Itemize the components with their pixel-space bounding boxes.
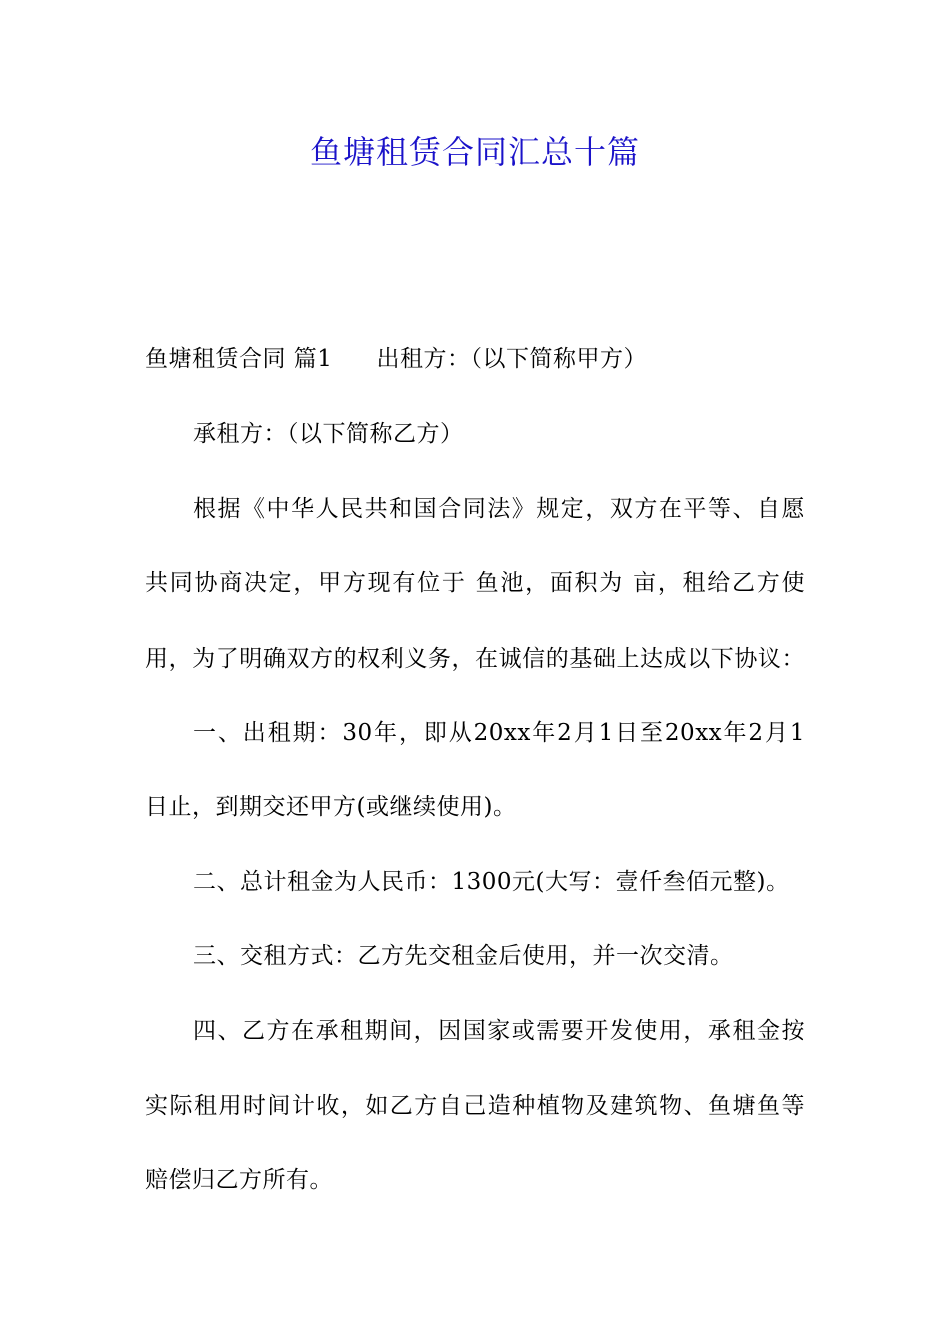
heading-line bbox=[145, 343, 815, 375]
paragraph-line: 用，为了明确双方的权利义务，在诚信的基础上达成以下协议： bbox=[145, 646, 805, 672]
clause-1-line: 日止，到期交还甲方(或继续使用)。 bbox=[145, 794, 517, 820]
lessee-line: 承租方：（以下简称乙方） bbox=[193, 421, 464, 447]
contract-heading: 鱼塘租赁合同 篇1 bbox=[145, 346, 333, 372]
clause-4-line: 赔偿归乙方所有。 bbox=[145, 1167, 333, 1193]
lessor-label: 出租方：（以下简称甲方） bbox=[376, 346, 647, 372]
clause-1-line: 一、出租期：30年，即从20xx年2月1日至20xx年2月1 bbox=[193, 720, 805, 746]
paragraph-line: 共同协商决定，甲方现有位于 鱼池，面积为 亩，租给乙方使 bbox=[145, 570, 805, 596]
document-title: 鱼塘租赁合同汇总十篇 bbox=[309, 133, 640, 171]
paragraph-line: 根据《中华人民共和国合同法》规定，双方在平等、自愿 bbox=[193, 496, 805, 522]
clause-2-line: 二、总计租金为人民币：1300元(大写：壹仟叁佰元整)。 bbox=[193, 869, 790, 895]
clause-3-line: 三、交租方式：乙方先交租金后使用，并一次交清。 bbox=[193, 943, 734, 969]
clause-4-line: 四、乙方在承租期间，因国家或需要开发使用，承租金按 bbox=[193, 1018, 805, 1044]
clause-4-line: 实际租用时间计收，如乙方自己造种植物及建筑物、鱼塘鱼等 bbox=[145, 1093, 805, 1119]
